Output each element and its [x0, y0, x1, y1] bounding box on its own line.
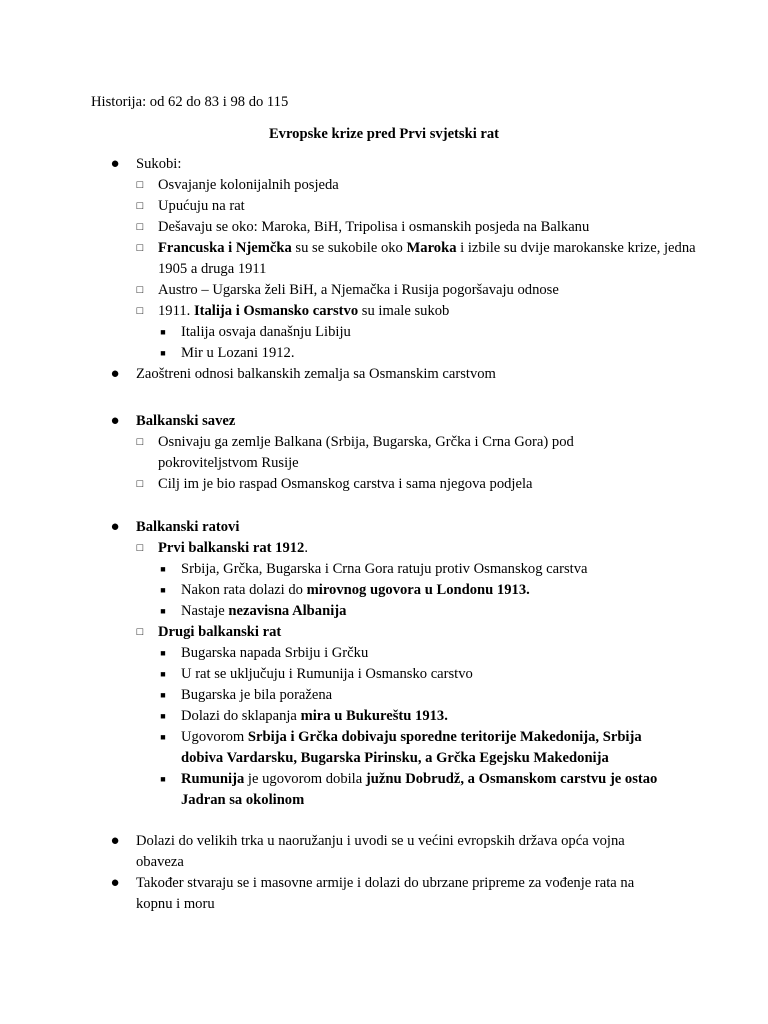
bullet-square-filled-icon: ■	[160, 606, 166, 616]
list-item: ● Balkanski ratovi	[0, 517, 768, 538]
list-item: ■ Ugovorom Srbija i Grčka dobivaju sporedne teritorije Makedonija, Srbija dobiva Vardarsku, Bugarska Pirinsku, a Grčka Egejsku Makedonija	[0, 727, 768, 769]
section-balkanski-savez	[0, 411, 768, 495]
list-item: □ Osvajanje kolonijalnih posjeda	[0, 175, 768, 196]
bullet-disc-icon: ●	[110, 156, 120, 172]
section-sukobi	[0, 154, 768, 385]
list-item: ● Dolazi do velikih trka u naoružanju i uvodi se u većini evropskih država opća vojna obaveza	[110, 833, 625, 870]
list-item: □ 1911. Italija i Osmansko carstvo su imale sukob	[0, 301, 768, 322]
list-item: □ Dešavaju se oko: Maroka, BiH, Tripolisa i osmanskih posjeda na Balkanu	[0, 217, 768, 238]
bullet-square-filled-icon: ■	[160, 327, 166, 337]
bullet-square-filled-icon: ■	[160, 348, 166, 358]
list-item: □ Drugi balkanski rat	[0, 622, 768, 643]
list-item: ● Sukobi:	[0, 154, 768, 175]
list-item: □ Austro – Ugarska želi BiH, a Njemačka i Rusija pogoršavaju odnose	[0, 280, 768, 301]
bullet-square-filled-icon: ■	[160, 774, 166, 784]
bullet-square-filled-icon: ■	[160, 564, 166, 574]
bullet-square-outline-icon: □	[136, 436, 144, 448]
list-item: ● Zaoštreni odnosi balkanskih zemalja sa Osmanskim carstvom	[0, 364, 768, 385]
bullet-square-outline-icon: □	[136, 626, 144, 638]
bullet-square-filled-icon: ■	[160, 669, 166, 679]
list-item: ■ Srbija, Grčka, Bugarska i Crna Gora ratuju protiv Osmanskog carstva	[0, 559, 768, 580]
bullet-square-filled-icon: ■	[160, 711, 166, 721]
bullet-square-outline-icon: □	[136, 478, 144, 490]
bullet-square-outline-icon: □	[136, 200, 144, 212]
list-item: □ Prvi balkanski rat 1912.	[0, 538, 768, 559]
list-item: □ Osnivaju ga zemlje Balkana (Srbija, Bugarska, Grčka i Crna Gora) pod pokroviteljstvom Rusije	[0, 432, 768, 474]
bullet-square-filled-icon: ■	[160, 732, 166, 742]
list-item: ■ Rumunija je ugovorom dobila južnu Dobrudž, a Osmanskom carstvu je ostao Jadran sa okolinom	[0, 769, 768, 811]
list-item: ● Balkanski savez	[0, 411, 768, 432]
list-item: □ Upućuju na rat	[0, 196, 768, 217]
list-item: ■ Nastaje nezavisna Albanija	[0, 601, 768, 622]
bullet-square-outline-icon: □	[136, 284, 144, 296]
list-item: □ Francuska i Njemčka su se sukobile oko Maroka i izbile su dvije marokanske krize, jedna 1905 a druga 1911	[0, 238, 768, 280]
page-header: Historija: od 62 do 83 i 98 do 115	[91, 94, 289, 110]
bullet-square-outline-icon: □	[136, 305, 144, 317]
list-item: ■ Bugarska napada Srbiju i Grčku	[0, 643, 768, 664]
bullet-disc-icon: ●	[110, 366, 120, 382]
list-item: ■ Dolazi do sklapanja mira u Bukureštu 1913.	[0, 706, 768, 727]
list-item: ■ Mir u Lozani 1912.	[0, 343, 768, 364]
section-naoruzanje	[0, 831, 768, 915]
bullet-square-filled-icon: ■	[160, 690, 166, 700]
bullet-disc-icon: ●	[110, 833, 120, 849]
document-title: Evropske krize pred Prvi svjetski rat	[268, 126, 500, 142]
bullet-square-outline-icon: □	[136, 242, 144, 254]
bullet-disc-icon: ●	[110, 875, 120, 891]
list-item: ■ Italija osvaja današnju Libiju	[0, 322, 768, 343]
list-item: ■ Bugarska je bila poražena	[0, 685, 768, 706]
bullet-square-filled-icon: ■	[160, 585, 166, 595]
section-balkanski-ratovi	[0, 517, 768, 811]
bullet-square-filled-icon: ■	[160, 648, 166, 658]
bullet-disc-icon: ●	[110, 413, 120, 429]
bullet-square-outline-icon: □	[136, 221, 144, 233]
list-item: □ Cilj im je bio raspad Osmanskog carstva i sama njegova podjela	[0, 474, 768, 495]
bullet-disc-icon: ●	[110, 519, 120, 535]
bullet-square-outline-icon: □	[136, 542, 144, 554]
list-item: ■ U rat se uključuju i Rumunija i Osmansko carstvo	[0, 664, 768, 685]
list-item: ● Također stvaraju se i masovne armije i dolazi do ubrzane pripreme za vođenje rata na kopnu i moru	[110, 875, 635, 912]
bullet-square-outline-icon: □	[136, 179, 144, 191]
list-item: ■ Nakon rata dolazi do mirovnog ugovora u Londonu 1913.	[0, 580, 768, 601]
